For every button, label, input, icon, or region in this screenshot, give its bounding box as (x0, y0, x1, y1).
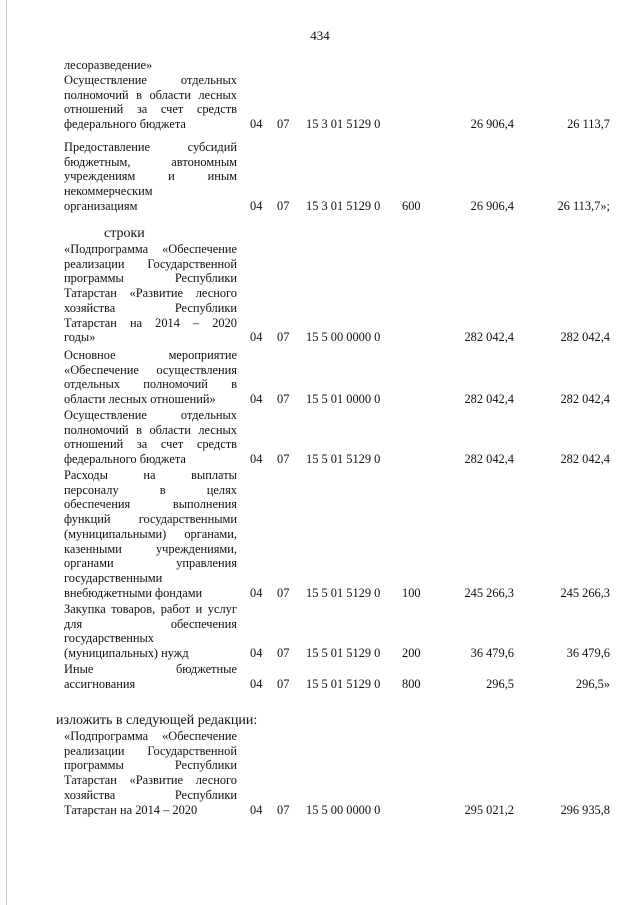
row-label-line: государственными (64, 570, 163, 585)
amount-year-2: 282 042,4 (560, 452, 610, 467)
row-label-line: государственных (64, 631, 155, 646)
amount-year-2: 282 042,4 (560, 330, 610, 345)
row-label (64, 140, 237, 214)
subsection-code: 07 (277, 198, 290, 213)
amount-year-1: 296,5 (486, 676, 514, 691)
page-margin-line (6, 0, 7, 905)
amount-year-2: 26 113,7»; (557, 198, 610, 213)
row-label-line: отношений за счет средств (64, 102, 237, 117)
row-label-line: реализации Государственной (64, 256, 237, 271)
row-label-line: функций государственными (64, 512, 237, 527)
target-article-code: 15 5 01 5129 0 (306, 676, 381, 691)
row-label-line: Основное мероприятие (64, 348, 237, 362)
section-code: 04 (250, 802, 263, 817)
target-article-code: 15 5 01 5129 0 (306, 646, 381, 661)
row-label-line: Татарстан «Развитие лесного (64, 286, 237, 301)
amount-year-2: 26 113,7 (567, 117, 610, 132)
row-label (64, 602, 237, 661)
row-label-line: некоммерческим (64, 184, 153, 199)
amount-year-1: 282 042,4 (464, 392, 514, 407)
subsection-code: 07 (277, 646, 290, 661)
subsection-code: 07 (277, 452, 290, 467)
row-label-line: хозяйства Республики (64, 300, 237, 315)
section-code: 04 (250, 646, 263, 661)
amount-year-2: 296,5» (575, 676, 610, 691)
amount-year-1: 26 906,4 (470, 198, 514, 213)
row-label-line: области лесных отношений» (64, 392, 216, 407)
expense-type-code: 100 (402, 585, 421, 600)
subsection-code: 07 (277, 392, 290, 407)
page-number: 434 (310, 28, 330, 43)
row-label (64, 348, 237, 407)
row-label (64, 468, 237, 600)
section-code: 04 (250, 585, 263, 600)
row-label-line: ассигнования (64, 676, 136, 691)
row-label-line: Предоставление субсидий (64, 140, 237, 154)
subsection-code: 07 (277, 676, 290, 691)
row-label-line: полномочий в области лесных (64, 422, 237, 437)
amount-year-2: 296 935,8 (560, 802, 610, 817)
target-article-code: 15 5 01 0000 0 (306, 392, 381, 407)
row-label-line: Татарстан на 2014 – 2020 (64, 315, 237, 330)
row-label-line: лесоразведение» (64, 58, 153, 72)
amount-year-2: 245 266,3 (560, 585, 610, 600)
row-label (64, 729, 237, 817)
row-label (64, 662, 237, 691)
subsection-code: 07 (277, 802, 290, 817)
row-label-line: федерального бюджета (64, 117, 186, 132)
row-label-line: органами управления (64, 556, 237, 571)
section-code: 04 (250, 117, 263, 132)
target-article-code: 15 5 01 5129 0 (306, 585, 381, 600)
subsection-code: 07 (277, 585, 290, 600)
amount-year-1: 282 042,4 (464, 452, 514, 467)
row-label-line: отношений за счет средств (64, 437, 237, 452)
row-label-line: обеспечения выполнения (64, 497, 237, 512)
amount-year-2: 282 042,4 (560, 392, 610, 407)
row-label-line: бюджетным, автономным (64, 154, 237, 169)
target-article-code: 15 3 01 5129 0 (306, 117, 381, 132)
section-heading: изложить в следующей редакции: (56, 713, 258, 728)
row-label-line: годы» (64, 330, 96, 345)
row-label-line: Татарстан на 2014 – 2020 (64, 802, 198, 817)
amount-year-1: 36 479,6 (470, 646, 514, 661)
row-label-line: программы Республики (64, 758, 237, 773)
subsection-code: 07 (277, 330, 290, 345)
amount-year-2: 36 479,6 (566, 646, 610, 661)
row-label-line: Татарстан «Развитие лесного (64, 773, 237, 788)
row-label-line: хозяйства Республики (64, 787, 237, 802)
expense-type-code: 600 (402, 198, 421, 213)
subsection-code: 07 (277, 117, 290, 132)
section-code: 04 (250, 676, 263, 691)
target-article-code: 15 5 01 5129 0 (306, 452, 381, 467)
row-label-line: федерального бюджета (64, 452, 186, 467)
section-code: 04 (250, 452, 263, 467)
row-label-line: учреждениям и иным (64, 169, 237, 184)
section-heading: строки (104, 226, 145, 241)
row-label-line: (муниципальных) нужд (64, 646, 189, 661)
section-code: 04 (250, 198, 263, 213)
section-code: 04 (250, 330, 263, 345)
row-label-line: Закупка товаров, работ и услуг (64, 602, 237, 616)
target-article-code: 15 5 00 0000 0 (306, 802, 381, 817)
expense-type-code: 800 (402, 676, 421, 691)
amount-year-1: 295 021,2 (464, 802, 514, 817)
row-label-line: полномочий в области лесных (64, 87, 237, 102)
row-label-line: Осуществление отдельных (64, 73, 237, 87)
row-label-line: «Подпрограмма «Обеспечение (64, 242, 237, 256)
row-label-line: Иные бюджетные (64, 662, 237, 676)
amount-year-1: 26 906,4 (470, 117, 514, 132)
row-label-line: казенными учреждениями, (64, 541, 237, 556)
row-label-line: внебюджетными фондами (64, 585, 203, 600)
row-label-line: программы Республики (64, 271, 237, 286)
row-label-line: для обеспечения (64, 616, 237, 631)
target-article-code: 15 3 01 5129 0 (306, 198, 381, 213)
row-label (64, 58, 237, 73)
row-label-line: Расходы на выплаты (64, 468, 237, 482)
amount-year-1: 282 042,4 (464, 330, 514, 345)
row-label (64, 73, 237, 132)
target-article-code: 15 5 00 0000 0 (306, 330, 381, 345)
section-code: 04 (250, 392, 263, 407)
row-label-line: реализации Государственной (64, 743, 237, 758)
row-label-line: отдельных полномочий в (64, 377, 237, 392)
expense-type-code: 200 (402, 646, 421, 661)
row-label-line: персоналу в целях (64, 482, 237, 497)
row-label-line: «Подпрограмма «Обеспечение (64, 729, 237, 743)
row-label-line: организациям (64, 198, 138, 213)
row-label-line: «Обеспечение осуществления (64, 362, 237, 377)
row-label (64, 242, 237, 345)
row-label-line: Осуществление отдельных (64, 408, 237, 422)
row-label-line: (муниципальными) органами, (64, 526, 237, 541)
amount-year-1: 245 266,3 (464, 585, 514, 600)
row-label (64, 408, 237, 467)
